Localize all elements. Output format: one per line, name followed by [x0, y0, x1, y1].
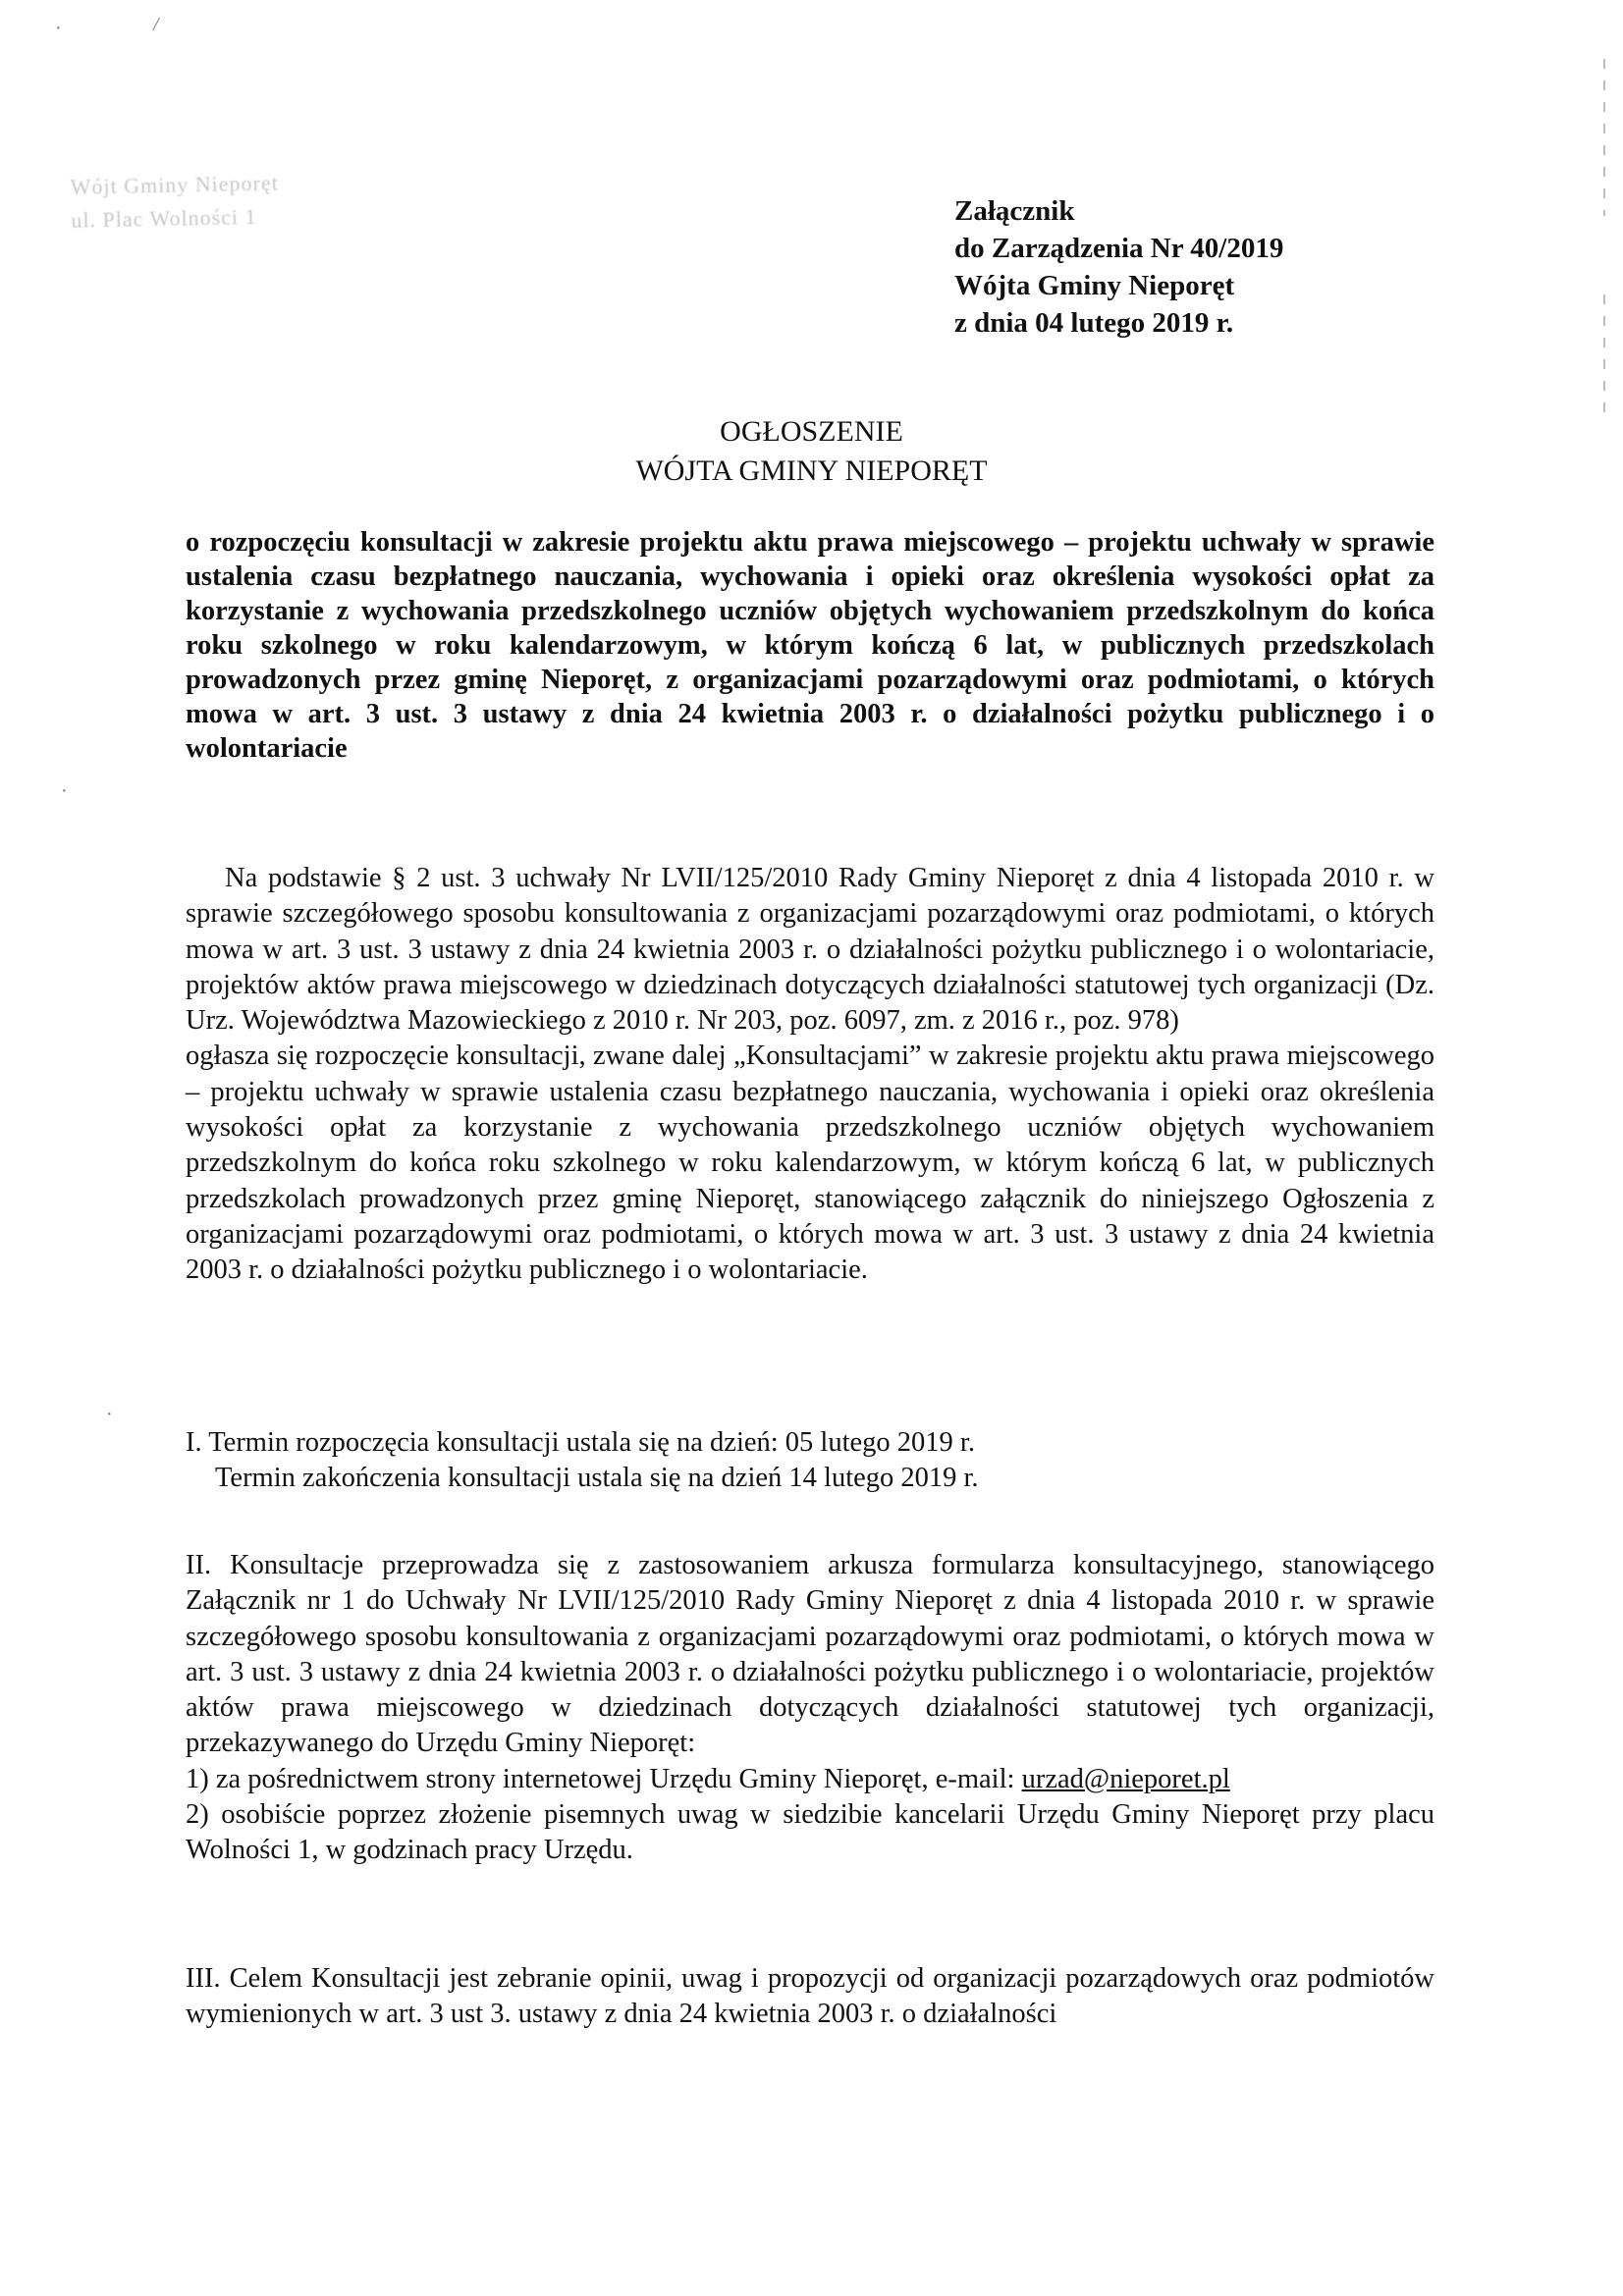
ordinance-number: do Zarządzenia Nr 40/2019: [954, 233, 1284, 264]
section-number: I.: [186, 1427, 202, 1458]
submission-option-in-person: 2) osobiście poprzez złożenie pisemnych uwag w siedzibie kancelarii Urzędu Gminy Nieporęt przy placu Wolności 1, w godzinach pracy Urzędu.: [186, 1799, 1434, 1866]
scan-edge-artifact: [1603, 294, 1605, 412]
announcement-heading: [0, 412, 1623, 491]
consultation-announcement-text: ogłasza się rozpoczęcie konsultacji, zwane dalej „Konsultacjami” w zakresie projektu aktu prawa miejscowego – projektu uchwały w sprawie ustalenia czasu bezpłatnego nauczania, wychowania i opieki oraz określenia wysokości opłat za korzystanie z wychowania przedszkolnego uczniów objętych wychowaniem przedszkolnym do końca roku szkolnego w roku kalendarzowym, w którym kończą 6 lat, w publicznych przedszkolach prowadzonych przez gminę Nieporęt, stanowiącego załącznik do niniejszego Ogłoszenia z organizacjami pozarządowymi oraz podmiotami, o których mowa w art. 3 ust. 3 ustawy z dnia 24 kwietnia 2003 r. o działalności pożytku publicznego i o wolontariacie.: [186, 1041, 1434, 1286]
ordinance-authority: Wójta Gminy Nieporęt: [954, 270, 1235, 301]
scan-artifact: ·: [55, 18, 62, 39]
section-number: III.: [186, 1963, 221, 1994]
email-option-text: 1) za pośrednictwem strony internetowej Urzędu Gminy Nieporęt, e-mail:: [186, 1763, 1022, 1794]
scan-artifact: ·: [61, 780, 68, 802]
submission-option-email: [186, 1762, 1434, 1797]
section-one: [186, 1425, 1434, 1497]
stamp-line: Wójt Gminy Nieporęt: [70, 170, 279, 199]
announcement-subject: o rozpoczęciu konsultacji w zakresie projektu aktu prawa miejscowego – projektu uchwały w sprawie ustalenia czasu bezpłatnego nauczania, wychowania i opieki oraz określenia wysokości opłat za korzystanie z wychowania przedszkolnego uczniów objętych wychowaniem przedszkolnym do końca roku szkolnego w roku kalendarzowym, w którym kończą 6 lat, w publicznych przedszkolach prowadzonych przez gminę Nieporęt, z organizacjami pozarządowymi oraz podmiotami, o których mowa w art. 3 ust. 3 ustawy z dnia 24 kwietnia 2003 r. o działalności pożytku publicznego i o wolontariacie: [186, 527, 1434, 764]
section-two: [186, 1548, 1434, 1869]
ordinance-date: z dnia 04 lutego 2019 r.: [954, 307, 1234, 339]
stamp-line: ul. Plac Wolności 1: [71, 203, 257, 233]
legal-basis-paragraph: [186, 861, 1434, 1289]
end-date-line: Termin zakończenia konsultacji ustala się na dzień 14 lutego 2019 r.: [215, 1463, 979, 1494]
consultation-method-text: Konsultacje przeprowadza się z zastosowaniem arkusza formularza konsultacyjnego, stanowiącego Załącznik nr 1 do Uchwały Nr LVII/125/2010 Rady Gminy Nieporęt z dnia 4 listopada 2010 r. w sprawie szczegółowego sposobu konsultowania z organizacjami pozarządowymi oraz podmiotami, o których mowa w art. 3 ust. 3 ustawy z dnia 24 kwietnia 2003 r. o działalności pożytku publicznego i o wolontariacie, projektów aktów prawa miejscowego w dziedzinach dotyczących działalności statutowej tych organizacji, przekazywanego do Urzędu Gminy Nieporęt:: [186, 1550, 1435, 1759]
attachment-title: Załącznik: [954, 195, 1075, 227]
start-date-line: Termin rozpoczęcia konsultacji ustala się na dzień: 05 lutego 2019 r.: [208, 1427, 975, 1458]
email-link[interactable]: urzad@nieporet.pl: [1021, 1763, 1230, 1794]
section-number: II.: [186, 1550, 212, 1580]
scan-artifact: ·: [106, 1404, 113, 1425]
faded-office-stamp: [70, 163, 434, 238]
scan-artifact: /: [153, 14, 159, 35]
consultation-purpose-text: Celem Konsultacji jest zebranie opinii, uwag i propozycji od organizacji pozarządowych oraz podmiotów wymienionych w art. 3 ust 3. ustawy z dnia 24 kwietnia 2003 r. o działalności: [186, 1963, 1435, 2030]
announcement-title: OGŁOSZENIE: [720, 415, 903, 448]
section-three: [186, 1961, 1434, 2033]
announcement-authority: WÓJTA GMINY NIEPORĘT: [635, 454, 988, 487]
attachment-header: [954, 192, 1283, 342]
legal-basis-text: Na podstawie § 2 ust. 3 uchwały Nr LVII/125/2010 Rady Gminy Nieporęt z dnia 4 listopada 2010 r. w sprawie szczegółowego sposobu konsultowania z organizacjami pozarządowymi oraz podmiotami, o których mowa w art. 3 ust. 3 ustawy z dnia 24 kwietnia 2003 r. o działalności pożytku publicznego i o wolontariacie, projektów aktów prawa miejscowego w dziedzinach dotyczących działalności statutowej tych organizacji (Dz. Urz. Województwa Mazowieckiego z 2010 r. Nr 203, poz. 6097, zm. z 2016 r., poz. 978): [186, 863, 1434, 1037]
scan-edge-artifact: [1603, 59, 1605, 216]
